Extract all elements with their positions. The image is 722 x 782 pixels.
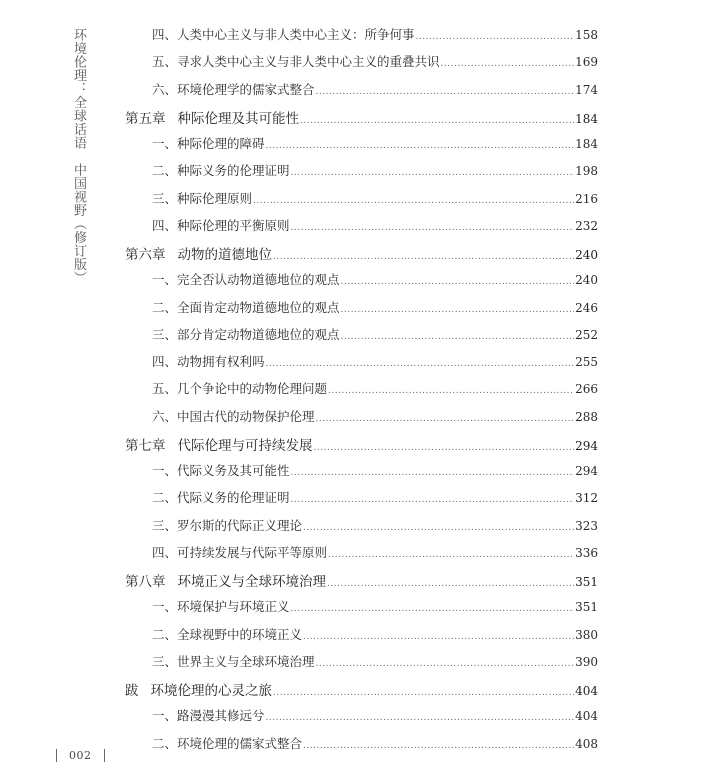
footer-divider-left xyxy=(56,749,57,762)
entry-page-number: 184 xyxy=(575,137,598,151)
section-title: 二、种际义务的伦理证明 xyxy=(152,163,290,179)
entry-page-number: 246 xyxy=(575,300,598,315)
section-title: 三、部分肯定动物道德地位的观点 xyxy=(152,326,340,342)
entry-page-number: 351 xyxy=(575,575,598,589)
entry-page-number: 198 xyxy=(575,164,598,179)
dot-leader xyxy=(328,386,574,396)
entry-page-number: 380 xyxy=(575,627,598,642)
chapter-number: 第五章 xyxy=(125,110,166,127)
entry-page-number: 404 xyxy=(575,709,598,724)
entry-page-number: 408 xyxy=(575,736,598,751)
section-title: 一、种际伦理的障碍 xyxy=(152,136,265,151)
toc-chapter-entry[interactable] xyxy=(125,679,598,699)
entry-page-number: 266 xyxy=(575,382,598,397)
toc-section-entry[interactable] xyxy=(152,597,598,617)
toc-section-entry[interactable] xyxy=(152,25,598,45)
section-title: 四、人类中心主义与非人类中心主义：所争何事 xyxy=(152,27,415,42)
dot-leader xyxy=(300,116,574,126)
dot-leader xyxy=(441,59,575,69)
dot-leader xyxy=(316,87,575,97)
toc-section-entry[interactable] xyxy=(152,407,598,427)
toc-section-entry[interactable] xyxy=(152,625,598,645)
chapter-number: 跋 xyxy=(125,683,139,699)
toc-chapter-entry[interactable] xyxy=(125,434,598,454)
section-title: 三、世界主义与全球环境治理 xyxy=(152,653,315,669)
dot-leader xyxy=(291,604,575,614)
toc-section-entry[interactable] xyxy=(152,379,598,399)
toc-chapter-entry[interactable] xyxy=(125,107,598,127)
dot-leader xyxy=(341,332,575,342)
toc-section-entry[interactable] xyxy=(152,134,598,154)
toc-section-entry[interactable] xyxy=(152,298,598,318)
chapter-title: 动物的道德地位 xyxy=(177,247,272,263)
dot-leader xyxy=(273,252,574,262)
page-footer xyxy=(56,747,105,763)
dot-leader xyxy=(316,659,575,669)
entry-page-number: 294 xyxy=(575,438,598,453)
dot-leader xyxy=(314,443,575,453)
section-title: 一、完全否认动物道德地位的观点 xyxy=(152,272,340,288)
dot-leader xyxy=(327,579,574,589)
entry-page-number: 216 xyxy=(575,191,598,206)
chapter-number: 第八章 xyxy=(125,574,166,590)
section-title: 六、环境伦理学的儒家式整合 xyxy=(152,81,315,97)
dot-leader xyxy=(416,32,575,42)
entry-page-number: 240 xyxy=(575,248,598,262)
dot-leader xyxy=(316,414,575,424)
dot-leader xyxy=(328,550,574,560)
entry-page-number: 252 xyxy=(575,327,598,342)
entry-page-number: 169 xyxy=(575,55,598,70)
section-title: 一、环境保护与环境正义 xyxy=(152,599,290,615)
running-title: 环境伦理：全球话语 中国视野（修订版） xyxy=(71,28,86,285)
dot-leader xyxy=(303,741,574,751)
toc-section-entry[interactable] xyxy=(152,270,598,290)
section-title: 四、可持续发展与代际平等原则 xyxy=(152,544,328,560)
section-title: 三、种际伦理原则 xyxy=(152,190,253,206)
toc-section-entry[interactable] xyxy=(152,80,598,100)
dot-leader xyxy=(266,713,575,723)
dot-leader xyxy=(266,141,575,151)
chapter-title: 种际伦理及其可能性 xyxy=(177,110,299,127)
section-title: 四、种际伦理的平衡原则 xyxy=(152,217,290,233)
toc-chapter-entry[interactable] xyxy=(125,570,598,590)
entry-page-number: 404 xyxy=(575,684,598,698)
entry-page-number: 184 xyxy=(575,111,598,126)
dot-leader xyxy=(291,168,575,178)
toc-section-entry[interactable] xyxy=(152,706,598,726)
dot-leader xyxy=(253,196,574,206)
section-title: 二、全面肯定动物道德地位的观点 xyxy=(152,299,340,315)
section-title: 五、几个争论中的动物伦理问题 xyxy=(152,381,328,397)
toc-section-entry[interactable] xyxy=(152,461,598,481)
toc-section-entry[interactable] xyxy=(152,652,598,672)
section-title: 一、路漫漫其修远兮 xyxy=(152,708,265,724)
entry-page-number: 158 xyxy=(575,28,598,42)
toc-section-entry[interactable] xyxy=(152,325,598,345)
entry-page-number: 255 xyxy=(575,355,598,369)
toc-section-entry[interactable] xyxy=(152,216,598,236)
toc-section-entry[interactable] xyxy=(152,488,598,508)
entry-page-number: 312 xyxy=(575,491,598,506)
toc-section-entry[interactable] xyxy=(152,161,598,181)
section-title: 三、罗尔斯的代际正义理论 xyxy=(152,517,303,533)
chapter-number: 第七章 xyxy=(125,437,166,454)
toc-section-entry[interactable] xyxy=(152,734,598,754)
dot-leader xyxy=(341,305,575,315)
section-title: 一、代际义务及其可能性 xyxy=(152,463,290,478)
entry-page-number: 232 xyxy=(575,218,598,233)
entry-page-number: 336 xyxy=(575,545,598,560)
section-title: 二、代际义务的伦理证明 xyxy=(152,490,290,506)
dot-leader xyxy=(266,359,575,369)
footer-divider-right xyxy=(104,749,105,762)
section-title: 二、环境伦理的儒家式整合 xyxy=(152,735,303,751)
toc-section-entry[interactable] xyxy=(152,52,598,72)
dot-leader xyxy=(273,688,574,698)
chapter-title: 环境伦理的心灵之旅 xyxy=(150,683,272,699)
entry-page-number: 390 xyxy=(575,654,598,669)
chapter-title: 环境正义与全球环境治理 xyxy=(177,574,326,590)
dot-leader xyxy=(291,468,575,478)
section-title: 二、全球视野中的环境正义 xyxy=(152,626,303,642)
toc-section-entry[interactable] xyxy=(152,189,598,209)
toc-chapter-entry[interactable] xyxy=(125,243,598,263)
toc-section-entry[interactable] xyxy=(152,352,598,372)
dot-leader xyxy=(291,495,575,505)
section-title: 五、寻求人类中心主义与非人类中心主义的重叠共识 xyxy=(152,54,440,70)
entry-page-number: 240 xyxy=(575,273,598,288)
entry-page-number: 323 xyxy=(575,518,598,533)
entry-page-number: 288 xyxy=(575,409,598,424)
section-title: 六、中国古代的动物保护伦理 xyxy=(152,408,315,424)
dot-leader xyxy=(303,632,574,642)
section-title: 四、动物拥有权利吗 xyxy=(152,354,265,369)
entry-page-number: 351 xyxy=(575,600,598,615)
page-number: 002 xyxy=(69,748,92,762)
entry-page-number: 294 xyxy=(575,464,598,478)
toc-section-entry[interactable] xyxy=(152,543,598,563)
toc-section-entry[interactable] xyxy=(152,516,598,536)
dot-leader xyxy=(341,277,575,287)
dot-leader xyxy=(303,523,574,533)
dot-leader xyxy=(291,223,575,233)
chapter-number: 第六章 xyxy=(125,247,166,263)
entry-page-number: 174 xyxy=(575,82,598,97)
chapter-title: 代际伦理与可持续发展 xyxy=(177,437,313,454)
